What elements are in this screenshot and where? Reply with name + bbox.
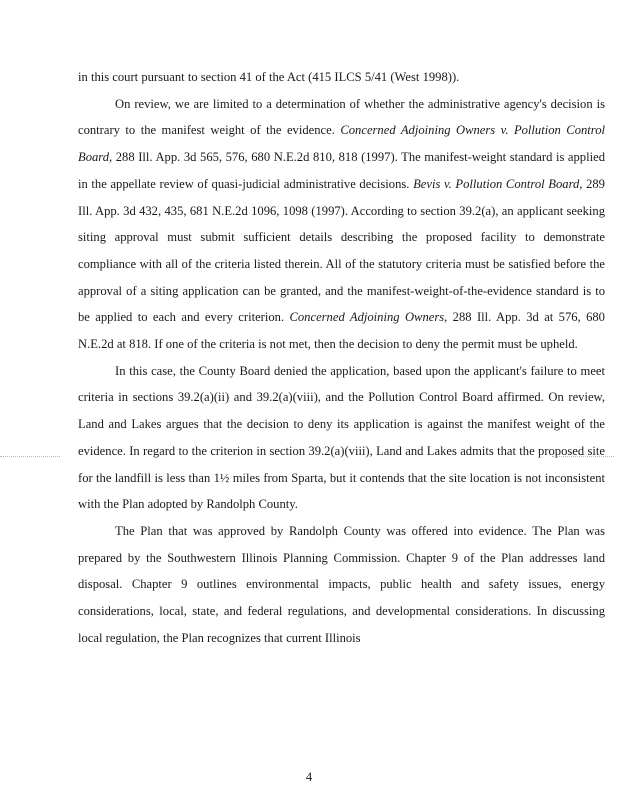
paragraph-plan: The Plan that was approved by Randolph County was offered into evidence. The Plan was prepared by the Southwestern Illinois Planning Commission. Chapter 9 of the Plan addresses land disposal. Chapter 9 outlines environmental impacts, public health and safety issues, energy considerations, local, state, and federal regulations, and developmental considerations. In discussing local regulation, the Plan recognizes that current Illinois (78, 523, 605, 645)
paragraph-standard-of-review (78, 91, 605, 358)
case-citation: Concerned Adjoining Owners, (289, 310, 448, 325)
sentence: 288 Ill. App. 3d 565, 576, 680 N.E.2d 810, 818 (1997). The manifest-weight standard is applied in the appellate review of quasi-judicial administrative decisions. (78, 150, 605, 191)
scan-artifact-line (552, 456, 614, 457)
case-citation: Concerned Adjoining Owners v. Pollution Control Board, (78, 123, 606, 165)
sentence: 288 Ill. App. 3d at 576, 680 N.E.2d at 818. If one of the criteria is not met, then the decision to deny the permit must be upheld. (78, 310, 605, 352)
page-number: 4 (305, 770, 313, 784)
case-citation: Bevis v. Pollution Control Board, (413, 176, 583, 191)
scan-artifact-line (0, 456, 60, 457)
sentence: 289 Ill. App. 3d 432, 435, 681 N.E.2d 1096, 1098 (1997). According to section 39.2(a), an applicant seeking siting approval must submit sufficient details describing the proposed facility to demonstrate compliance with all of the criteria listed therein. All of the statutory criteria must be satisfied before the approval of a siting application can be granted, and the manifest-weight-of-the-evidence standard is to be applied to each and every criterion. (78, 176, 605, 325)
paragraph-county-board: In this case, the County Board denied the application, based upon the applicant's failure to meet criteria in sections 39.2(a)(ii) and 39.2(a)(viii), and the Pollution Control Board affirmed. On review, Land and Lakes argues that the decision to deny its application is against the manifest weight of the evidence. In regard to the criterion in section 39.2(a)(viii), Land and Lakes admits that the proposed site for the landfill is less than 1½ miles from Sparta, but it contends that the site location is not inconsistent with the Plan adopted by Randolph County. (78, 363, 605, 512)
sentence: On review, we are limited to a determination of whether the administrative agency's decision is contrary to the manifest weight of the evidence. (78, 96, 605, 138)
paragraph-continuation: in this court pursuant to section 41 of the Act (415 ILCS 5/41 (West 1998)). (78, 70, 460, 84)
body-text (78, 64, 605, 651)
